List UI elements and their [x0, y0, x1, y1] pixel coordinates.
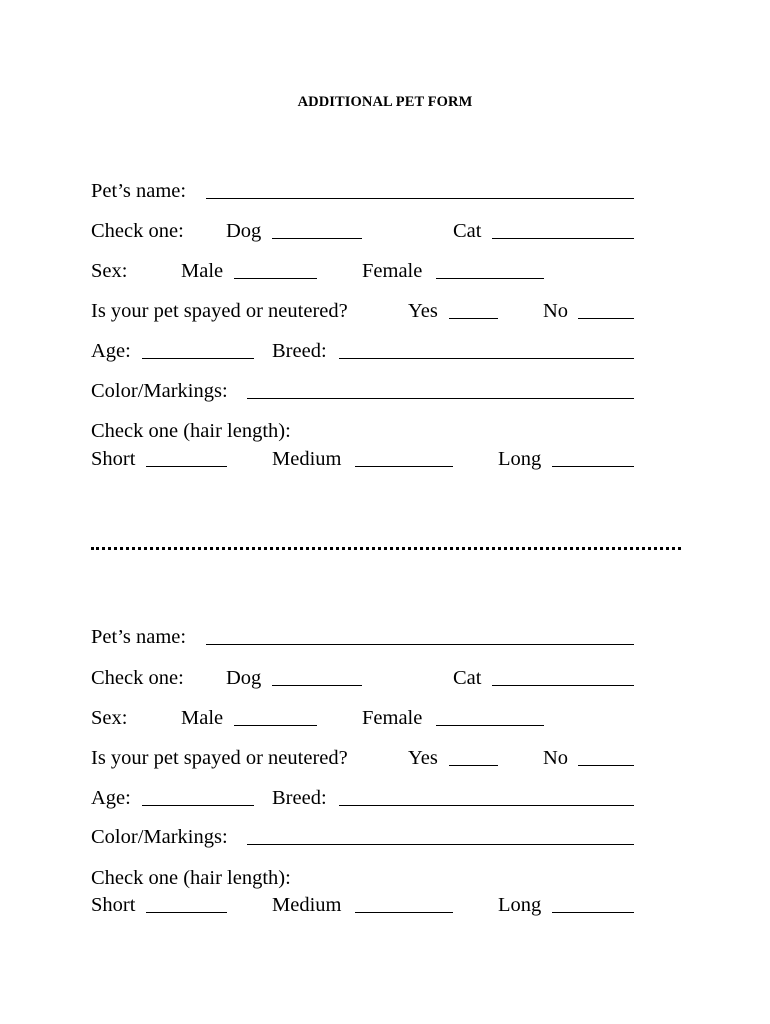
- dog-label: Dog: [226, 220, 262, 242]
- male-field[interactable]: [234, 725, 317, 726]
- species-row: [0, 665, 770, 691]
- breed-field[interactable]: [339, 358, 634, 359]
- yes-label: Yes: [408, 300, 438, 322]
- no-label: No: [543, 300, 569, 322]
- cat-label: Cat: [453, 220, 482, 242]
- species-row: [0, 218, 770, 244]
- hair-length-label: Check one (hair length):: [91, 420, 291, 442]
- check-one-label: Check one:: [91, 667, 184, 689]
- sex-label: Sex:: [91, 260, 128, 282]
- breed-label: Breed:: [272, 787, 327, 809]
- male-label: Male: [181, 260, 224, 282]
- hair-length-heading-row: [0, 865, 770, 891]
- male-field[interactable]: [234, 278, 317, 279]
- spayed-question: Is your pet spayed or neutered?: [91, 300, 348, 322]
- yes-label: Yes: [408, 747, 438, 769]
- hair-length-row: [0, 446, 770, 472]
- spayed-row: [0, 745, 770, 771]
- breed-field[interactable]: [339, 805, 634, 806]
- age-breed-row: [0, 338, 770, 364]
- long-field[interactable]: [552, 912, 634, 913]
- sex-label: Sex:: [91, 707, 128, 729]
- long-label: Long: [498, 448, 542, 470]
- color-row: [0, 824, 770, 850]
- color-row: [0, 378, 770, 404]
- breed-label: Breed:: [272, 340, 327, 362]
- short-label: Short: [91, 448, 136, 470]
- male-label: Male: [181, 707, 224, 729]
- cat-label: Cat: [453, 667, 482, 689]
- pet-section-2: [0, 624, 770, 924]
- medium-label: Medium: [272, 894, 342, 916]
- hair-length-label: Check one (hair length):: [91, 867, 291, 889]
- long-label: Long: [498, 894, 542, 916]
- sex-row: [0, 705, 770, 731]
- pets-name-field[interactable]: [206, 198, 634, 199]
- spayed-question: Is your pet spayed or neutered?: [91, 747, 348, 769]
- color-markings-field[interactable]: [247, 398, 634, 399]
- short-field[interactable]: [146, 466, 227, 467]
- color-markings-label: Color/Markings:: [91, 380, 228, 402]
- cat-field[interactable]: [492, 238, 634, 239]
- no-label: No: [543, 747, 569, 769]
- dog-field[interactable]: [272, 685, 362, 686]
- age-field[interactable]: [142, 805, 254, 806]
- pets-name-label: Pet’s name:: [91, 626, 187, 648]
- dog-field[interactable]: [272, 238, 362, 239]
- age-breed-row: [0, 785, 770, 811]
- short-label: Short: [91, 894, 136, 916]
- no-field[interactable]: [578, 318, 634, 319]
- age-field[interactable]: [142, 358, 254, 359]
- medium-field[interactable]: [355, 466, 453, 467]
- pets-name-row: [0, 624, 770, 650]
- yes-field[interactable]: [449, 765, 498, 766]
- female-field[interactable]: [436, 278, 544, 279]
- form-title: ADDITIONAL PET FORM: [297, 94, 473, 110]
- female-field[interactable]: [436, 725, 544, 726]
- sex-row: [0, 258, 770, 284]
- pets-name-label: Pet’s name:: [91, 180, 187, 202]
- female-label: Female: [362, 707, 423, 729]
- short-field[interactable]: [146, 912, 227, 913]
- medium-label: Medium: [272, 448, 342, 470]
- dotted-divider: [91, 547, 681, 550]
- check-one-label: Check one:: [91, 220, 184, 242]
- yes-field[interactable]: [449, 318, 498, 319]
- spayed-row: [0, 298, 770, 324]
- color-markings-field[interactable]: [247, 844, 634, 845]
- age-label: Age:: [91, 340, 131, 362]
- pets-name-field[interactable]: [206, 644, 634, 645]
- female-label: Female: [362, 260, 423, 282]
- medium-field[interactable]: [355, 912, 453, 913]
- hair-length-heading-row: [0, 418, 770, 444]
- age-label: Age:: [91, 787, 131, 809]
- hair-length-row: [0, 892, 770, 918]
- no-field[interactable]: [578, 765, 634, 766]
- color-markings-label: Color/Markings:: [91, 826, 228, 848]
- dog-label: Dog: [226, 667, 262, 689]
- long-field[interactable]: [552, 466, 634, 467]
- pets-name-row: [0, 178, 770, 204]
- pet-section-1: [0, 178, 770, 478]
- cat-field[interactable]: [492, 685, 634, 686]
